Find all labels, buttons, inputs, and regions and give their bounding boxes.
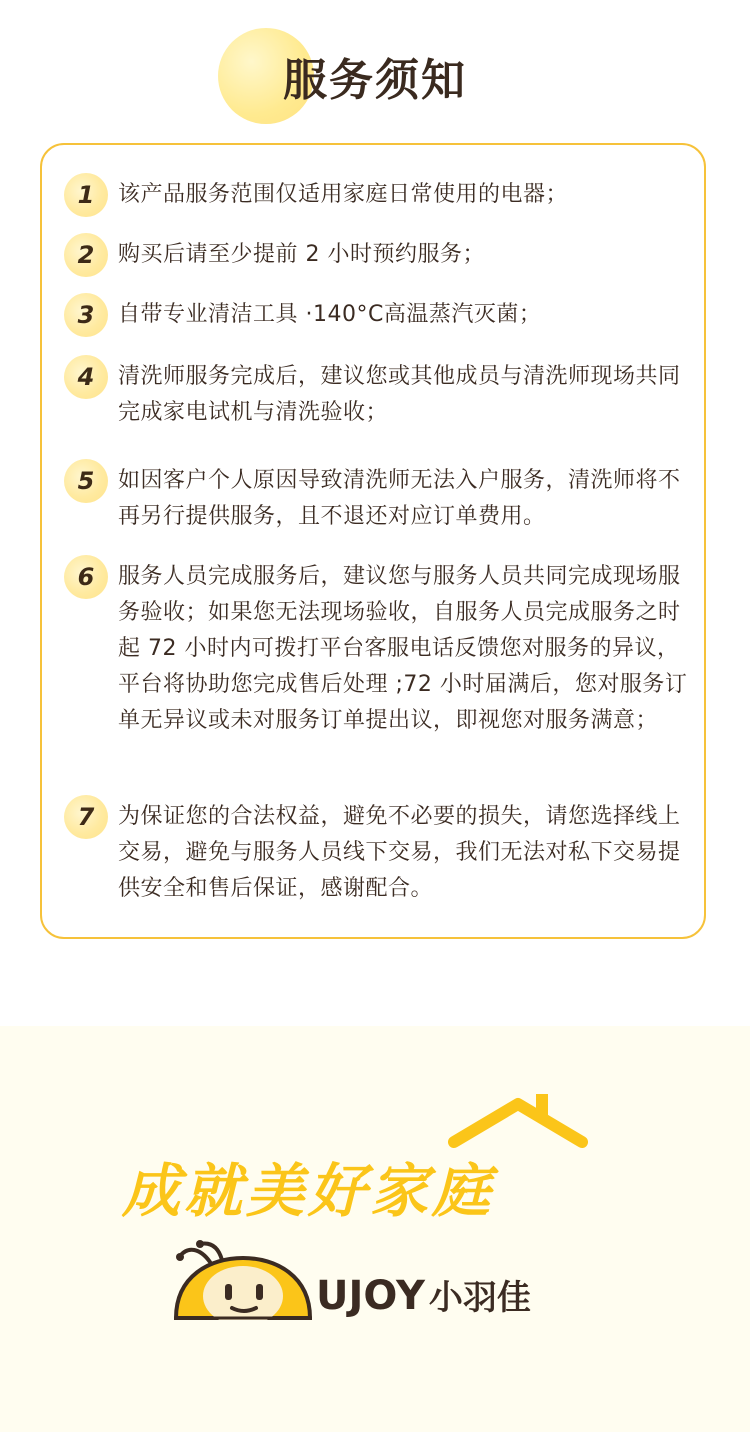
notice-card bbox=[40, 143, 706, 939]
number-badge: 1 bbox=[64, 173, 108, 217]
notice-text: 为保证您的合法权益，避免不必要的损失，请您选择线上交易，避免与服务人员线下交易，我们无法对私下交易提供安全和售后保证，感谢配合。 bbox=[118, 804, 681, 901]
number-badge: 4 bbox=[64, 355, 108, 399]
number-badge: 2 bbox=[64, 233, 108, 277]
slogan: 成就美好家庭 bbox=[122, 1157, 495, 1225]
page-title: 服务须知 bbox=[283, 55, 467, 106]
notice-text: 该产品服务范围仅适用家庭日常使用的电器； bbox=[118, 182, 569, 207]
number-badge: 6 bbox=[64, 555, 108, 599]
notice-text: 服务人员完成服务后，建议您与服务人员共同完成现场服务验收；如果您无法现场验收，自服务人员完成服务之时起 72 小时内可拨打平台客服电话反馈您对服务的异议，平台将协助您完成售后处理 ;72 小时届满后，您对服务订单无异议或未对服务订单提出议，即视您对服务满意； bbox=[118, 564, 688, 733]
number-badge: 3 bbox=[64, 293, 108, 337]
footer-section bbox=[0, 1026, 750, 1432]
notice-text: 购买后请至少提前 2 小时预约服务； bbox=[118, 242, 485, 267]
number-badge: 7 bbox=[64, 795, 108, 839]
brand-logo-text bbox=[316, 1270, 531, 1319]
notice-text: 清洗师服务完成后，建议您或其他成员与清洗师现场共同完成家电试机与清洗验收； bbox=[118, 364, 681, 425]
number-badge: 5 bbox=[64, 459, 108, 503]
page-heading bbox=[0, 22, 750, 132]
house-roof-icon bbox=[448, 1092, 588, 1152]
notice-text: 自带专业清洁工具 ·140°C高温蒸汽灭菌； bbox=[118, 302, 542, 327]
brand-english: UJOY bbox=[316, 1273, 425, 1319]
bee-mascot-icon bbox=[170, 1240, 316, 1320]
notice-text: 如因客户个人原因导致清洗师无法入户服务，清洗师将不再另行提供服务，且不退还对应订单费用。 bbox=[118, 468, 681, 529]
brand-chinese: 小羽佳 bbox=[428, 1278, 531, 1318]
